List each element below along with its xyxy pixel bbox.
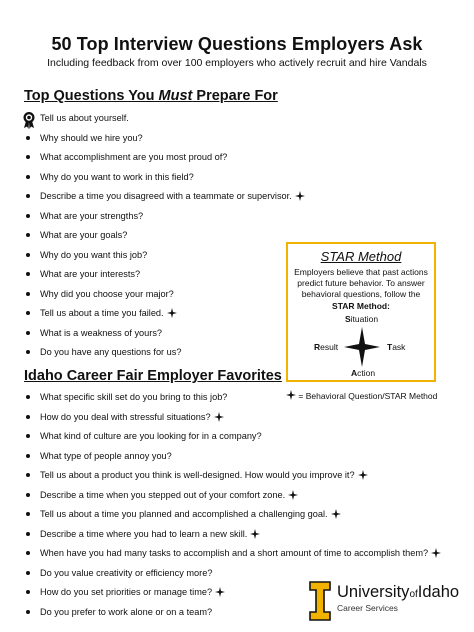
bullet-dot [26,311,30,315]
list-item [24,547,441,567]
star-box-title: STAR Method [320,249,402,264]
list-item [24,171,305,191]
bullet-dot [26,610,30,614]
four-point-star-icon [250,529,260,539]
section-heading-must-prepare [24,88,278,104]
four-point-star-icon [286,390,296,400]
star-label-result: Result [314,342,339,352]
list-item [24,430,441,450]
list-item [24,132,305,152]
bullet-dot [26,253,30,257]
star-label-situation: Situation [345,314,379,324]
bullet-dot [26,512,30,516]
bullet-dot [26,590,30,594]
four-point-star-icon [358,470,368,480]
star-label-task: Task [387,342,406,352]
four-point-star-icon [167,308,177,318]
bullet-dot [26,272,30,276]
legend-text: = Behavioral Question/STAR Method [298,391,438,401]
question-text: Describe a time where you had to learn a new skill. [40,528,248,539]
question-text: Describe a time you disagreed with a teammate or supervisor. [40,191,292,201]
question-text: Tell us about a time you failed. [40,308,164,318]
star-method-box [286,242,436,382]
logo-unit: Career Services [337,603,398,613]
list-item [24,450,441,470]
question-text: What kind of culture are you looking for in a company? [40,431,262,441]
heading-post: Prepare For [192,88,278,104]
four-point-star-icon [215,587,225,597]
bullet-dot [26,551,30,555]
question-text: When have you had many tasks to accomplish and a short amount of time to accomplish them? [40,548,429,558]
list-item [24,327,305,347]
list-item [24,469,441,489]
list-item [24,508,441,528]
four-point-star-icon [288,490,298,500]
bullet-dot [26,493,30,497]
star-box-subtitle: STAR Method: [332,301,390,311]
question-text: What are your interests? [40,269,141,279]
bullet-dot [26,532,30,536]
bullet-dot [26,473,30,477]
university-logo [309,581,464,621]
question-text: Why should we hire you? [40,132,143,143]
section-heading-employer-favorites: Idaho Career Fair Employer Favorites [24,368,282,384]
question-text: What specific skill set do you bring to this job? [40,392,228,402]
list-item [24,210,305,230]
list-item [24,229,305,249]
bullet-dot [26,415,30,419]
list-item [24,528,441,548]
question-text: Tell us about a time you planned and accomplished a challenging goal. [40,509,328,519]
bullet-dot [26,350,30,354]
question-text: Why do you want to work in this field? [40,171,194,182]
list-item [24,489,441,509]
bullet-dot [26,214,30,218]
bullet-dot [26,454,30,458]
logo-wordmark: UniversityofIdaho [337,583,460,601]
page-title: 50 Top Interview Questions Employers Ask [51,34,423,54]
question-text: Why do you want this job? [40,249,148,260]
bullet-dot [26,233,30,237]
question-text: Describe a time when you stepped out of your comfort zone. [40,489,286,500]
bullet-dot [26,331,30,335]
four-point-star-icon [295,191,305,201]
compass-star-icon [344,327,380,367]
list-item [24,288,305,308]
list-item [24,249,305,269]
bullet-dot [26,136,30,140]
heading-emphasis: Must [158,88,193,104]
question-text: Tell us about a product you think is well-designed. How would you improve it? [40,470,355,480]
must-prepare-list [24,112,305,366]
question-text: Do you have any questions for us? [40,347,182,357]
list-item [24,151,305,171]
four-point-star-icon [331,509,341,519]
star-box-body: Employers believe that past actions predict future behavior. To answer behavioral questions, follow the [294,267,428,299]
question-text: How do you set priorities or manage time? [40,587,213,597]
question-text: How do you deal with stressful situations? [40,411,211,422]
question-text: Why did you choose your major? [40,288,174,299]
question-text: Tell us about yourself. [40,113,129,123]
list-item [24,112,305,132]
idaho-I-logo-icon [309,581,331,621]
list-item [24,307,305,327]
list-item [24,268,305,288]
heading-pre: Top Questions You [24,88,159,104]
list-item [24,411,441,431]
question-text: What are your goals? [40,230,128,240]
question-text: What is a weakness of yours? [40,327,163,338]
bullet-dot [26,175,30,179]
bullet-dot [26,155,30,159]
list-item [24,346,305,366]
question-text: Do you value creativity or efficiency more? [40,567,213,578]
four-point-star-icon [214,412,224,422]
four-point-star-icon [431,548,441,558]
question-text: What are your strengths? [40,210,144,221]
star-legend [286,390,437,401]
bullet-dot [26,571,30,575]
star-label-action: Action [351,368,376,378]
bullet-dot [26,434,30,438]
question-text: What type of people annoy you? [40,450,172,461]
question-text: Do you prefer to work alone or on a team? [40,606,213,617]
bullet-dot [26,395,30,399]
bullet-dot [26,194,30,198]
bullet-dot [26,292,30,296]
question-text: What accomplishment are you most proud of? [40,152,228,162]
page-subtitle: Including feedback from over 100 employers who actively recruit and hire Vandals [47,57,427,69]
list-item [24,190,305,210]
